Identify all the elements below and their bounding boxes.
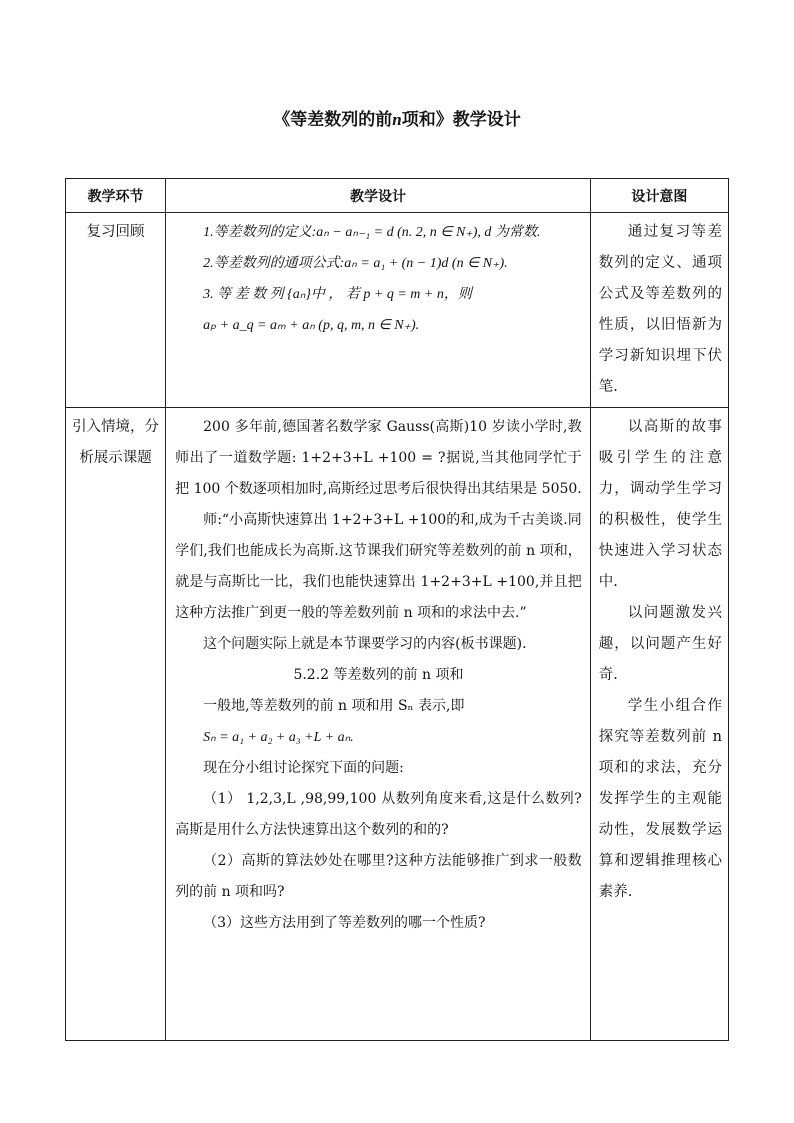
gauss-story: 200 多年前,德国著名数学家 Gauss(高斯)10 岁读小学时,教师出了一道数学题: 1+2+3+L +100 = ?据说,当其他同学忙于把 100 个数逐项相加时,高斯经过思考后很快得出其结果是 5050. — [175, 419, 582, 497]
topic-statement: 这个问题实际上就是本节课要学习的内容(板书课题). — [203, 636, 527, 652]
intent-paragraph: 以问题激发兴趣，以问题产生好奇. — [598, 605, 722, 683]
intent-paragraph: 以高斯的故事吸引学生的注意力，调动学生学习的积极性，使学生快速进入学习状态中. — [598, 419, 722, 590]
lesson-heading: 5.2.2 等差数列的前 n 项和 — [293, 667, 464, 683]
title-part-2: 项和》教学设计 — [401, 110, 521, 130]
intent-paragraph: 通过复习等差数列的定义、通项公式及等差数列的性质，以旧悟新为学习新知识埋下伏笔. — [598, 224, 722, 395]
question-3: （3）这些方法用到了等差数列的哪一个性质? — [203, 915, 486, 931]
intent-paragraph: 学生小组合作探究等差数列前 n 项和的求法，充分发挥学生的主观能动性，发展数学运算和逻辑推理核心素养. — [598, 698, 722, 900]
header-design: 教学设计 — [166, 179, 591, 213]
stage-cell: 引入情境，分析展示课题 — [66, 408, 166, 1041]
table-header-row — [66, 179, 729, 213]
lesson-plan-table — [65, 178, 729, 1041]
page-title — [0, 105, 794, 130]
question-2: （2）高斯的算法妙处在哪里?这种方法能够推广到求一般数列的前 n 项和吗? — [175, 853, 582, 900]
discussion-prompt: 现在分小组讨论探究下面的问题: — [203, 760, 404, 776]
intent-cell — [590, 408, 728, 1041]
design-cell — [166, 213, 591, 408]
general-term-line: 2.等差数列的通项公式:aₙ = a₁ + (n − 1)d (n ∈ N₊). — [203, 256, 508, 271]
sum-formula: Sₙ = a₁ + a₂ + a₃ +L + aₙ. — [203, 730, 354, 745]
property-line: 3. 等 差 数 列 {aₙ}中 ， 若 p + q = m + n，则 — [203, 287, 472, 302]
stage-cell: 复习回顾 — [66, 213, 166, 408]
definition-line: 1.等差数列的定义:aₙ − aₙ₋₁ = d (n. 2, n ∈ N₊), d 为常数. — [203, 225, 541, 240]
property-formula: aₚ + a_q = aₘ + aₙ (p, q, m, n ∈ N₊). — [203, 318, 420, 333]
header-stage: 教学环节 — [66, 179, 166, 213]
design-cell — [166, 408, 591, 1041]
sum-definition: 一般地,等差数列的前 n 项和用 Sₙ 表示,即 — [203, 698, 465, 714]
teacher-speech: 师:“小高斯快速算出 1+2+3+L +100的和,成为千古美谈.同学们,我们也能成长为高斯.这节课我们研究等差数列的前 n 项和，就是与高斯比一比，我们也能快速算出 1+2+3+L +100,并且把这种方法推广到更一般的等差数列前 n 项和的求法中去.” — [175, 512, 582, 621]
question-1: （1） 1,2,3,L ,98,99,100 从数列角度来看,这是什么数列?高斯是用什么方法快速算出这个数列的和的? — [175, 791, 582, 838]
table-row-introduction — [66, 408, 729, 1041]
intent-cell — [590, 213, 728, 408]
header-intent: 设计意图 — [590, 179, 728, 213]
title-part-1: 《等差数列的前 — [273, 110, 393, 130]
title-variable: n — [392, 110, 402, 129]
table-row-review — [66, 213, 729, 408]
